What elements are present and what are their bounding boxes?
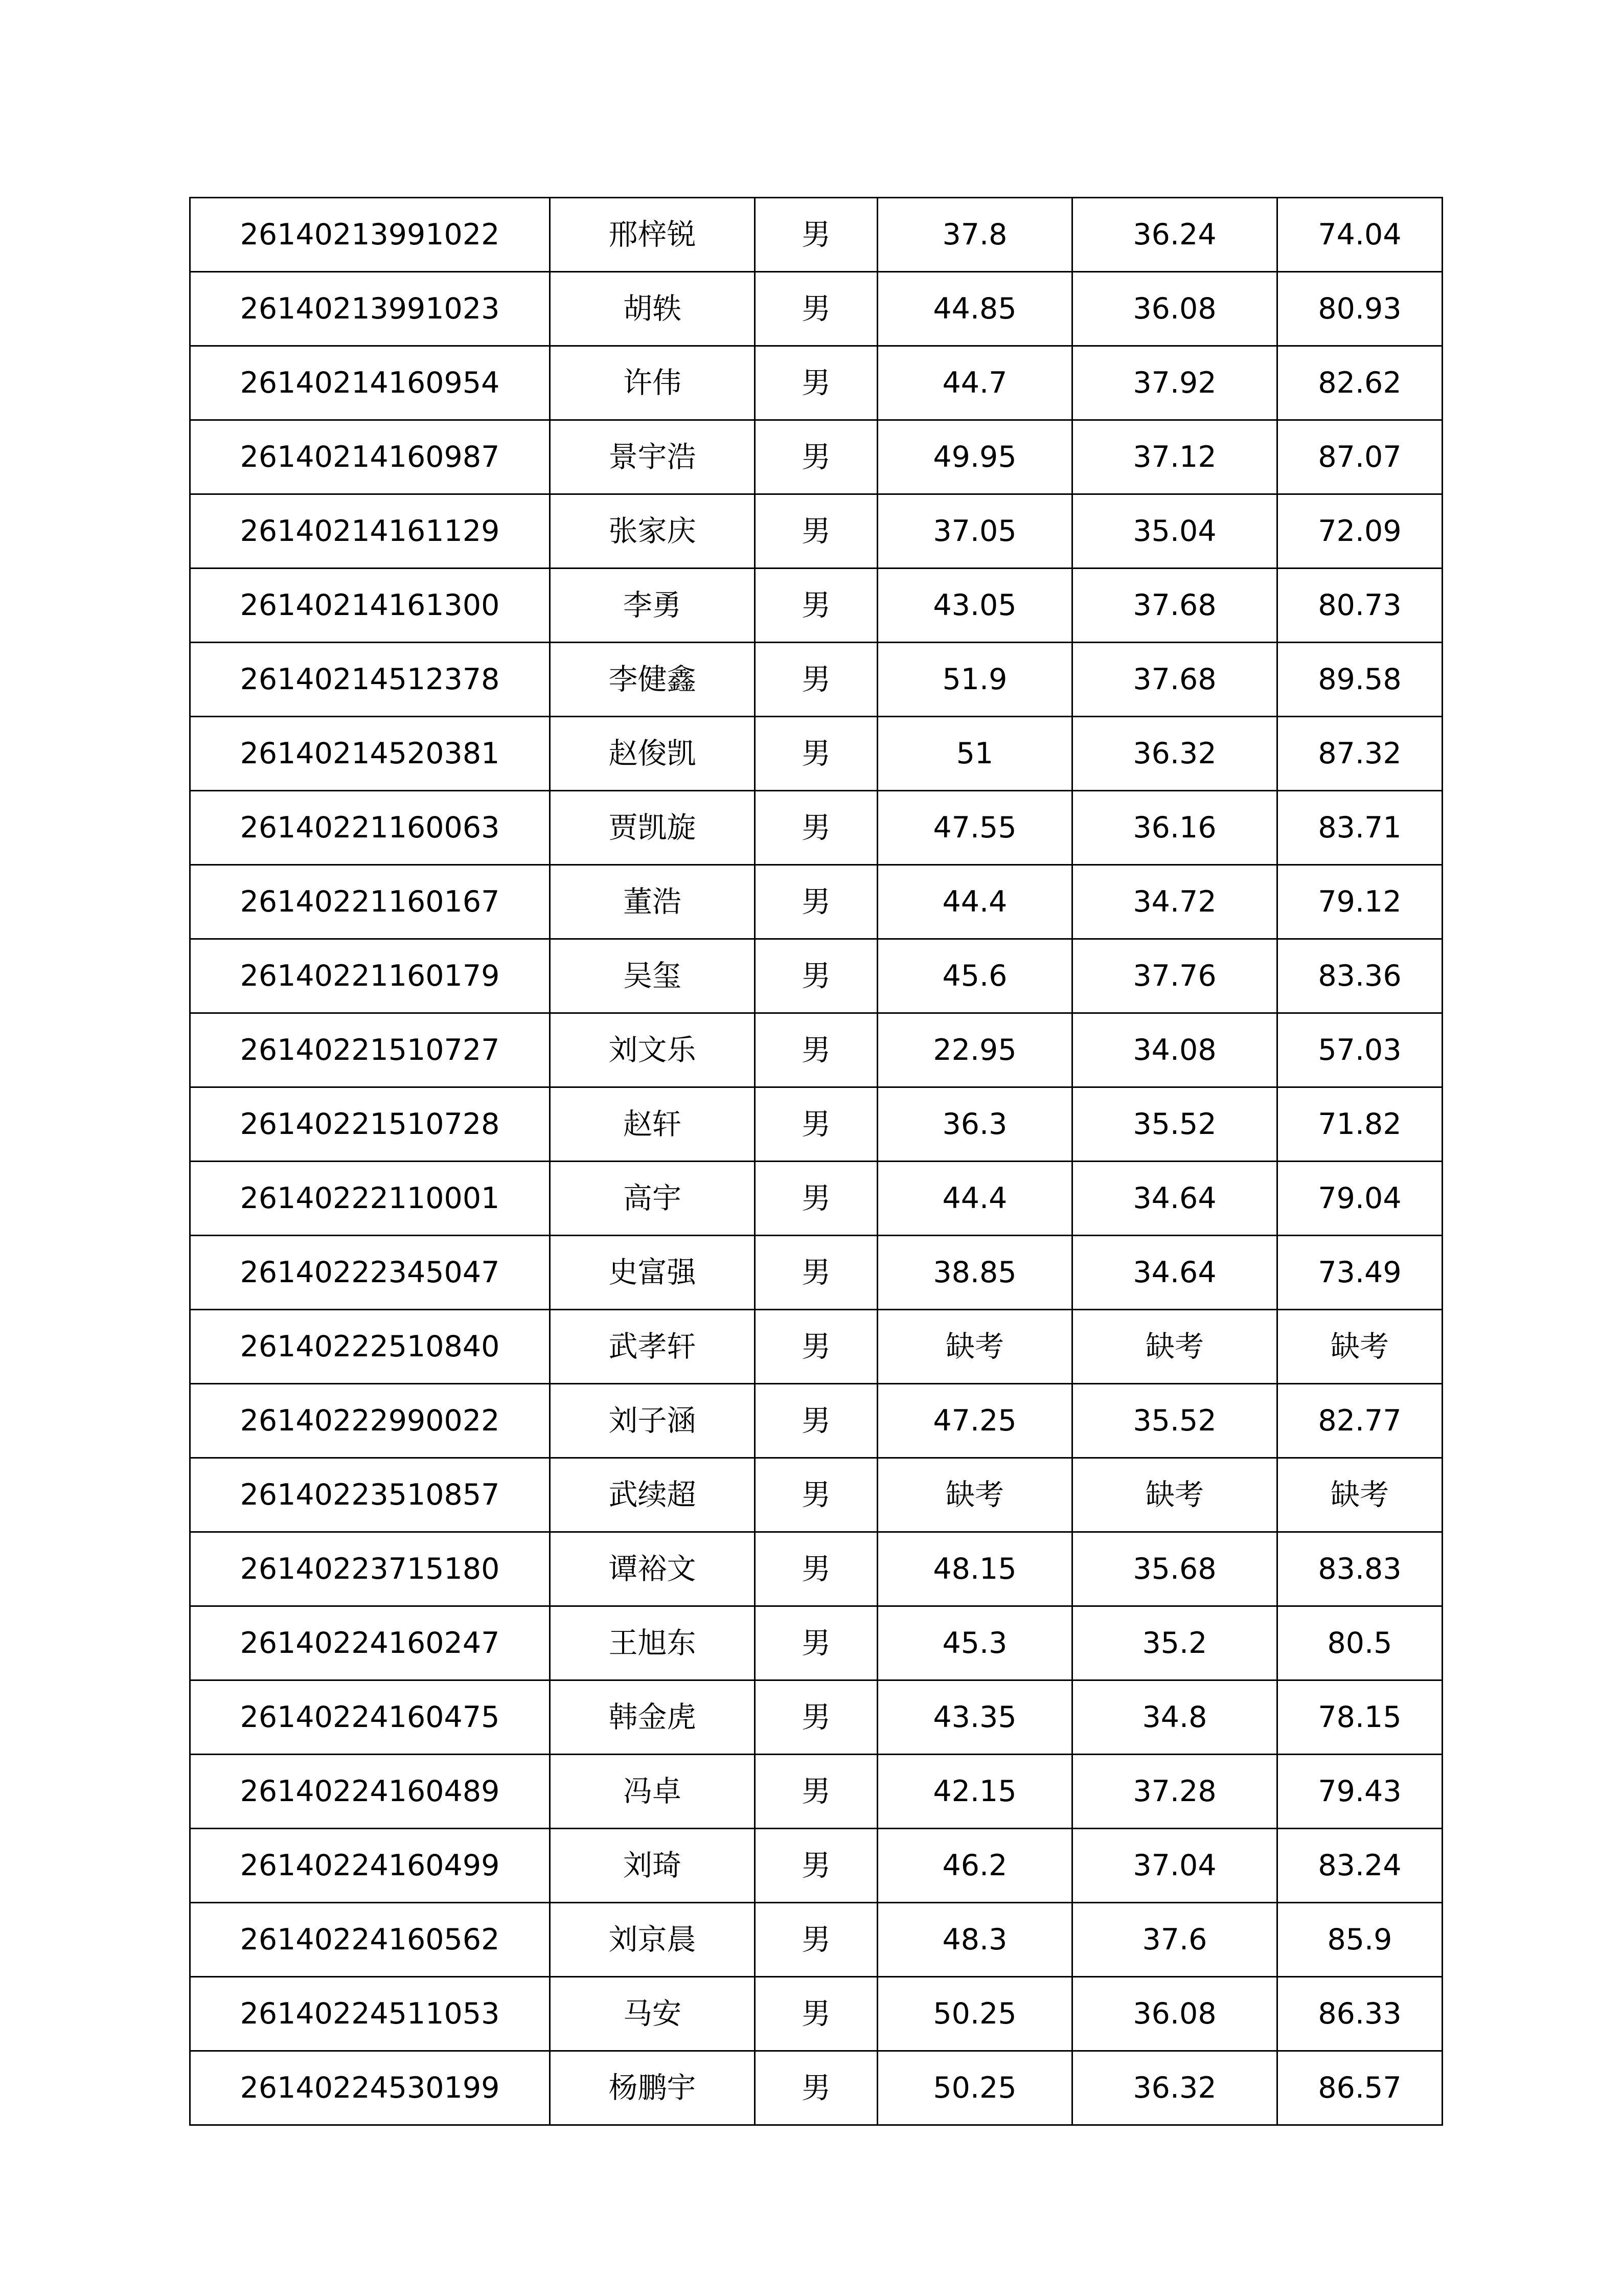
total-score-cell: 85.9 — [1277, 1903, 1443, 1977]
table-row — [190, 1236, 1443, 1310]
exam-id-cell: 26140213991023 — [190, 272, 550, 346]
exam-id-cell: 26140221510728 — [190, 1087, 550, 1162]
table-row — [190, 1162, 1443, 1236]
name-cell: 赵轩 — [550, 1087, 755, 1162]
name-cell: 赵俊凯 — [550, 717, 755, 791]
gender-cell: 男 — [755, 717, 878, 791]
name-cell: 谭裕文 — [550, 1532, 755, 1606]
table-row — [190, 1013, 1443, 1087]
table-row — [190, 1310, 1443, 1384]
written-score-cell: 43.05 — [878, 569, 1072, 643]
score-table — [189, 197, 1443, 2126]
gender-cell: 男 — [755, 1829, 878, 1903]
exam-id-cell: 26140224530199 — [190, 2051, 550, 2125]
interview-score-cell: 35.04 — [1072, 494, 1277, 569]
exam-id-cell: 26140213991022 — [190, 198, 550, 272]
name-cell: 董浩 — [550, 865, 755, 939]
name-cell: 张家庆 — [550, 494, 755, 569]
gender-cell: 男 — [755, 1384, 878, 1458]
table-row — [190, 420, 1443, 494]
table-row — [190, 346, 1443, 420]
interview-score-cell: 35.2 — [1072, 1606, 1277, 1680]
gender-cell: 男 — [755, 1977, 878, 2051]
exam-id-cell: 26140221160063 — [190, 791, 550, 865]
name-cell: 冯卓 — [550, 1755, 755, 1829]
interview-score-cell: 36.32 — [1072, 2051, 1277, 2125]
written-score-cell: 46.2 — [878, 1829, 1072, 1903]
name-cell: 史富强 — [550, 1236, 755, 1310]
table-row — [190, 717, 1443, 791]
name-cell: 李健鑫 — [550, 643, 755, 717]
total-score-cell: 80.73 — [1277, 569, 1443, 643]
written-score-cell: 47.55 — [878, 791, 1072, 865]
total-score-cell: 79.04 — [1277, 1162, 1443, 1236]
written-score-cell: 48.3 — [878, 1903, 1072, 1977]
written-score-cell: 49.95 — [878, 420, 1072, 494]
interview-score-cell: 缺考 — [1072, 1458, 1277, 1532]
table-row — [190, 643, 1443, 717]
gender-cell: 男 — [755, 1013, 878, 1087]
total-score-cell: 87.32 — [1277, 717, 1443, 791]
score-table-body — [190, 198, 1443, 2125]
interview-score-cell: 35.52 — [1072, 1087, 1277, 1162]
exam-id-cell: 26140214161129 — [190, 494, 550, 569]
name-cell: 高宇 — [550, 1162, 755, 1236]
written-score-cell: 44.4 — [878, 1162, 1072, 1236]
name-cell: 韩金虎 — [550, 1680, 755, 1755]
exam-id-cell: 26140214520381 — [190, 717, 550, 791]
gender-cell: 男 — [755, 1903, 878, 1977]
gender-cell: 男 — [755, 2051, 878, 2125]
table-row — [190, 791, 1443, 865]
table-row — [190, 1903, 1443, 1977]
exam-id-cell: 26140224160247 — [190, 1606, 550, 1680]
name-cell: 刘京晨 — [550, 1903, 755, 1977]
interview-score-cell: 34.64 — [1072, 1236, 1277, 1310]
table-row — [190, 2051, 1443, 2125]
total-score-cell: 83.71 — [1277, 791, 1443, 865]
interview-score-cell: 34.8 — [1072, 1680, 1277, 1755]
name-cell: 刘文乐 — [550, 1013, 755, 1087]
gender-cell: 男 — [755, 1532, 878, 1606]
interview-score-cell: 36.32 — [1072, 717, 1277, 791]
written-score-cell: 45.3 — [878, 1606, 1072, 1680]
written-score-cell: 缺考 — [878, 1458, 1072, 1532]
total-score-cell: 86.57 — [1277, 2051, 1443, 2125]
total-score-cell: 72.09 — [1277, 494, 1443, 569]
table-row — [190, 865, 1443, 939]
table-row — [190, 1384, 1443, 1458]
interview-score-cell: 37.92 — [1072, 346, 1277, 420]
interview-score-cell: 35.52 — [1072, 1384, 1277, 1458]
written-score-cell: 47.25 — [878, 1384, 1072, 1458]
table-row — [190, 494, 1443, 569]
total-score-cell: 缺考 — [1277, 1310, 1443, 1384]
exam-id-cell: 26140214160954 — [190, 346, 550, 420]
name-cell: 马安 — [550, 1977, 755, 2051]
written-score-cell: 38.85 — [878, 1236, 1072, 1310]
written-score-cell: 44.4 — [878, 865, 1072, 939]
table-row — [190, 939, 1443, 1013]
written-score-cell: 45.6 — [878, 939, 1072, 1013]
name-cell: 贾凯旋 — [550, 791, 755, 865]
total-score-cell: 71.82 — [1277, 1087, 1443, 1162]
gender-cell: 男 — [755, 1606, 878, 1680]
written-score-cell: 50.25 — [878, 1977, 1072, 2051]
interview-score-cell: 37.28 — [1072, 1755, 1277, 1829]
interview-score-cell: 36.08 — [1072, 1977, 1277, 2051]
name-cell: 胡轶 — [550, 272, 755, 346]
table-row — [190, 1458, 1443, 1532]
name-cell: 武孝轩 — [550, 1310, 755, 1384]
written-score-cell: 22.95 — [878, 1013, 1072, 1087]
total-score-cell: 57.03 — [1277, 1013, 1443, 1087]
total-score-cell: 79.43 — [1277, 1755, 1443, 1829]
interview-score-cell: 34.72 — [1072, 865, 1277, 939]
interview-score-cell: 36.08 — [1072, 272, 1277, 346]
exam-id-cell: 26140222510840 — [190, 1310, 550, 1384]
exam-id-cell: 26140221510727 — [190, 1013, 550, 1087]
written-score-cell: 44.85 — [878, 272, 1072, 346]
gender-cell: 男 — [755, 1310, 878, 1384]
name-cell: 邢梓锐 — [550, 198, 755, 272]
total-score-cell: 74.04 — [1277, 198, 1443, 272]
gender-cell: 男 — [755, 791, 878, 865]
interview-score-cell: 35.68 — [1072, 1532, 1277, 1606]
total-score-cell: 80.93 — [1277, 272, 1443, 346]
gender-cell: 男 — [755, 1755, 878, 1829]
total-score-cell: 83.83 — [1277, 1532, 1443, 1606]
interview-score-cell: 37.04 — [1072, 1829, 1277, 1903]
table-row — [190, 1755, 1443, 1829]
table-row — [190, 569, 1443, 643]
table-row — [190, 1977, 1443, 2051]
written-score-cell: 51 — [878, 717, 1072, 791]
interview-score-cell: 36.24 — [1072, 198, 1277, 272]
gender-cell: 男 — [755, 1236, 878, 1310]
written-score-cell: 36.3 — [878, 1087, 1072, 1162]
table-row — [190, 272, 1443, 346]
total-score-cell: 82.77 — [1277, 1384, 1443, 1458]
exam-id-cell: 26140223715180 — [190, 1532, 550, 1606]
name-cell: 李勇 — [550, 569, 755, 643]
exam-id-cell: 26140221160179 — [190, 939, 550, 1013]
gender-cell: 男 — [755, 420, 878, 494]
written-score-cell: 37.8 — [878, 198, 1072, 272]
exam-id-cell: 26140224160489 — [190, 1755, 550, 1829]
written-score-cell: 缺考 — [878, 1310, 1072, 1384]
gender-cell: 男 — [755, 1162, 878, 1236]
name-cell: 王旭东 — [550, 1606, 755, 1680]
gender-cell: 男 — [755, 865, 878, 939]
gender-cell: 男 — [755, 569, 878, 643]
table-row — [190, 1680, 1443, 1755]
gender-cell: 男 — [755, 1680, 878, 1755]
total-score-cell: 87.07 — [1277, 420, 1443, 494]
interview-score-cell: 缺考 — [1072, 1310, 1277, 1384]
written-score-cell: 42.15 — [878, 1755, 1072, 1829]
total-score-cell: 73.49 — [1277, 1236, 1443, 1310]
exam-id-cell: 26140214160987 — [190, 420, 550, 494]
interview-score-cell: 36.16 — [1072, 791, 1277, 865]
interview-score-cell: 37.12 — [1072, 420, 1277, 494]
written-score-cell: 44.7 — [878, 346, 1072, 420]
table-row — [190, 1532, 1443, 1606]
name-cell: 武续超 — [550, 1458, 755, 1532]
written-score-cell: 50.25 — [878, 2051, 1072, 2125]
gender-cell: 男 — [755, 1458, 878, 1532]
total-score-cell: 89.58 — [1277, 643, 1443, 717]
exam-id-cell: 26140224160562 — [190, 1903, 550, 1977]
exam-id-cell: 26140222345047 — [190, 1236, 550, 1310]
exam-id-cell: 26140222990022 — [190, 1384, 550, 1458]
exam-id-cell: 26140224160499 — [190, 1829, 550, 1903]
exam-id-cell: 26140214512378 — [190, 643, 550, 717]
interview-score-cell: 34.64 — [1072, 1162, 1277, 1236]
interview-score-cell: 34.08 — [1072, 1013, 1277, 1087]
name-cell: 景宇浩 — [550, 420, 755, 494]
name-cell: 刘琦 — [550, 1829, 755, 1903]
interview-score-cell: 37.76 — [1072, 939, 1277, 1013]
table-row — [190, 1829, 1443, 1903]
written-score-cell: 51.9 — [878, 643, 1072, 717]
name-cell: 吴玺 — [550, 939, 755, 1013]
interview-score-cell: 37.68 — [1072, 643, 1277, 717]
written-score-cell: 48.15 — [878, 1532, 1072, 1606]
total-score-cell: 86.33 — [1277, 1977, 1443, 2051]
total-score-cell: 83.36 — [1277, 939, 1443, 1013]
gender-cell: 男 — [755, 1087, 878, 1162]
gender-cell: 男 — [755, 272, 878, 346]
total-score-cell: 缺考 — [1277, 1458, 1443, 1532]
total-score-cell: 80.5 — [1277, 1606, 1443, 1680]
total-score-cell: 78.15 — [1277, 1680, 1443, 1755]
exam-id-cell: 26140214161300 — [190, 569, 550, 643]
table-row — [190, 1087, 1443, 1162]
gender-cell: 男 — [755, 494, 878, 569]
exam-id-cell: 26140222110001 — [190, 1162, 550, 1236]
exam-id-cell: 26140223510857 — [190, 1458, 550, 1532]
name-cell: 刘子涵 — [550, 1384, 755, 1458]
table-row — [190, 1606, 1443, 1680]
total-score-cell: 79.12 — [1277, 865, 1443, 939]
gender-cell: 男 — [755, 939, 878, 1013]
written-score-cell: 37.05 — [878, 494, 1072, 569]
exam-id-cell: 26140221160167 — [190, 865, 550, 939]
interview-score-cell: 37.68 — [1072, 569, 1277, 643]
total-score-cell: 82.62 — [1277, 346, 1443, 420]
table-row — [190, 198, 1443, 272]
gender-cell: 男 — [755, 643, 878, 717]
exam-id-cell: 26140224511053 — [190, 1977, 550, 2051]
written-score-cell: 43.35 — [878, 1680, 1072, 1755]
name-cell: 许伟 — [550, 346, 755, 420]
gender-cell: 男 — [755, 198, 878, 272]
interview-score-cell: 37.6 — [1072, 1903, 1277, 1977]
exam-id-cell: 26140224160475 — [190, 1680, 550, 1755]
gender-cell: 男 — [755, 346, 878, 420]
total-score-cell: 83.24 — [1277, 1829, 1443, 1903]
name-cell: 杨鹏宇 — [550, 2051, 755, 2125]
